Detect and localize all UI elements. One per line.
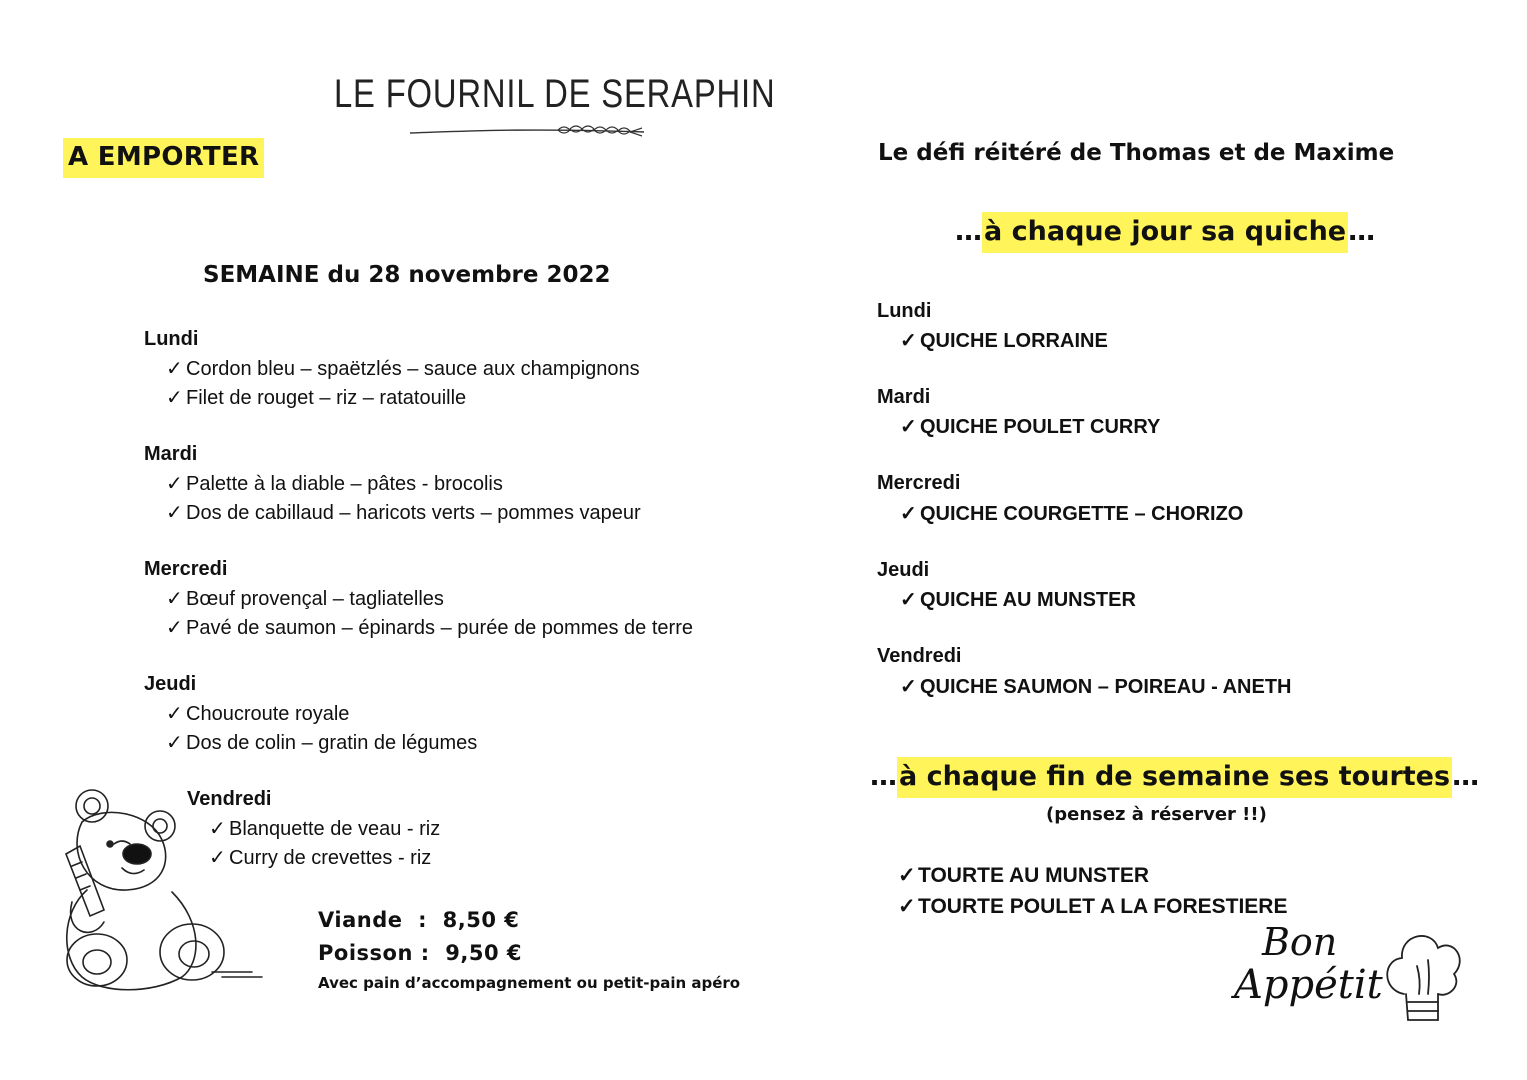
quiche-item: ✓ QUICHE COURGETTE – CHORIZO <box>900 503 1244 525</box>
logo-title: LE FOURNIL DE SERAPHIN <box>334 72 776 116</box>
tourte-slogan: …à chaque fin de semaine ses tourtes… <box>870 761 1479 792</box>
dish-item: ✓ Cordon bleu – spaëtzlés – sauce aux champignons <box>166 358 640 380</box>
checkmark-icon: ✓ <box>166 588 183 610</box>
appetit-text: Appétit <box>1234 962 1383 1008</box>
checkmark-icon: ✓ <box>209 818 226 840</box>
checkmark-icon: ✓ <box>166 473 183 495</box>
dish-item: ✓ Choucroute royale <box>166 703 350 725</box>
dish-item: ✓ Filet de rouget – riz – ratatouille <box>166 387 467 409</box>
checkmark-icon: ✓ <box>166 502 183 524</box>
quiche-item: ✓ QUICHE LORRAINE <box>900 330 1108 352</box>
dish-item: ✓ Blanquette de veau - riz <box>209 818 441 840</box>
checkmark-icon: ✓ <box>900 676 917 698</box>
checkmark-icon: ✓ <box>900 589 917 611</box>
dish-item: ✓ Pavé de saumon – épinards – purée de pommes de terre <box>166 617 693 639</box>
day-label-mardi: Mardi <box>144 443 198 465</box>
checkmark-icon: ✓ <box>166 387 183 409</box>
day-label-vendredi: Vendredi <box>187 788 272 810</box>
quiche-item: ✓ QUICHE AU MUNSTER <box>900 589 1136 611</box>
checkmark-icon: ✓ <box>209 847 226 869</box>
quiche-item: ✓ QUICHE POULET CURRY <box>900 416 1161 438</box>
dish-item: ✓ Dos de cabillaud – haricots verts – pommes vapeur <box>166 502 641 524</box>
quiche-day-mardi: Mardi <box>877 386 931 408</box>
checkmark-icon: ✓ <box>166 703 183 725</box>
quiche-item: ✓ QUICHE SAUMON – POIREAU - ANETH <box>900 676 1292 698</box>
a-emporter-badge: A EMPORTER <box>63 138 264 178</box>
checkmark-icon: ✓ <box>900 416 917 438</box>
checkmark-icon: ✓ <box>166 358 183 380</box>
checkmark-icon: ✓ <box>898 895 916 918</box>
dish-item: ✓ Dos de colin – gratin de légumes <box>166 732 478 754</box>
checkmark-icon: ✓ <box>898 864 916 887</box>
quiche-day-lundi: Lundi <box>877 300 932 322</box>
quiche-day-jeudi: Jeudi <box>877 559 930 581</box>
day-label-mercredi: Mercredi <box>144 558 228 580</box>
price-poisson: Poisson : 9,50 € <box>318 941 522 965</box>
price-viande: Viande : 8,50 € <box>318 908 520 932</box>
defi-title: Le défi réitéré de Thomas et de Maxime <box>878 140 1395 166</box>
tourte-item: ✓ TOURTE AU MUNSTER <box>898 864 1149 887</box>
bon-text: Bon <box>1262 920 1338 964</box>
reserve-note: (pensez à réserver !!) <box>1046 804 1267 825</box>
tourte-item: ✓ TOURTE POULET A LA FORESTIERE <box>898 895 1288 918</box>
day-label-jeudi: Jeudi <box>144 673 197 695</box>
teddy-bear-illustration <box>42 782 272 1002</box>
checkmark-icon: ✓ <box>166 732 183 754</box>
week-title: SEMAINE du 28 novembre 2022 <box>203 262 611 288</box>
day-label-lundi: Lundi <box>144 328 199 350</box>
price-note: Avec pain d’accompagnement ou petit-pain apéro <box>318 974 741 992</box>
wheat-ornament-icon <box>408 118 648 144</box>
dish-item: ✓ Curry de crevettes - riz <box>209 847 432 869</box>
checkmark-icon: ✓ <box>166 617 183 639</box>
quiche-day-mercredi: Mercredi <box>877 472 961 494</box>
dish-item: ✓ Palette à la diable – pâtes - brocolis <box>166 473 503 495</box>
bon-appetit-signature <box>1232 920 1462 1040</box>
checkmark-icon: ✓ <box>900 330 917 352</box>
checkmark-icon: ✓ <box>900 503 917 525</box>
quiche-day-vendredi: Vendredi <box>877 645 962 667</box>
quiche-slogan: …à chaque jour sa quiche… <box>955 216 1375 247</box>
dish-item: ✓ Bœuf provençal – tagliatelles <box>166 588 444 610</box>
